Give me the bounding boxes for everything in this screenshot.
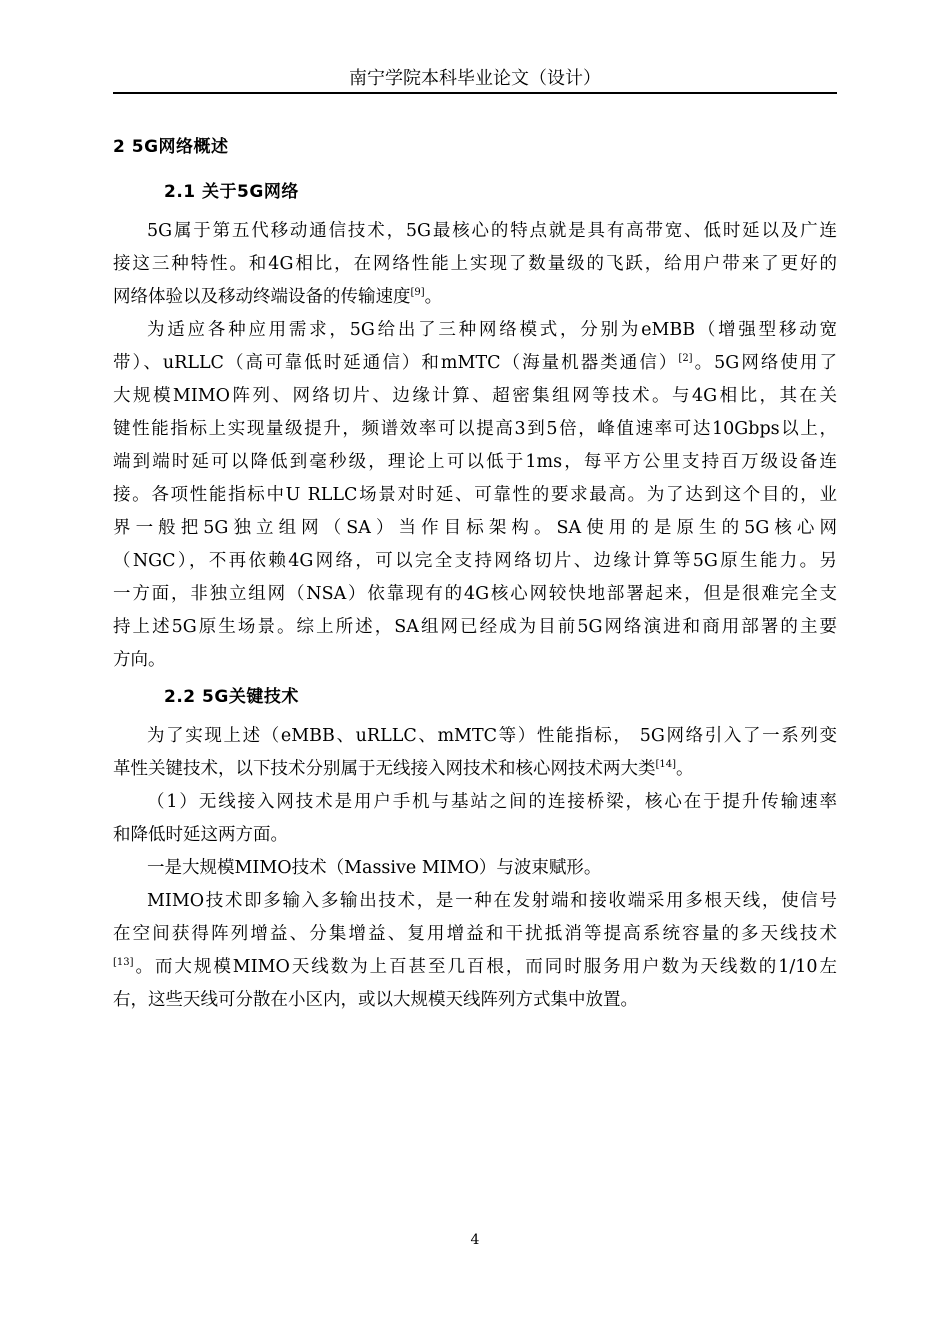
line-text: 。而大规模MIMO天线数为上百甚至几百根，而同时服务用户数为天线数的1/10左 xyxy=(133,957,837,977)
paragraph-line: 界一般把5G独立组网（SA）当作目标架构。SA使用的是原生的5G核心网 xyxy=(113,518,837,538)
paragraph-line: 端到端时延可以降低到毫秒级，理论上可以低于1ms，每平方公里支持百万级设备连 xyxy=(113,452,837,472)
paragraph-line: 接这三种特性。和4G相比，在网络性能上实现了数量级的飞跃，给用户带来了更好的 xyxy=(113,254,837,274)
citation: [13] xyxy=(113,957,134,968)
paragraph-line: （1）无线接入网技术是用户手机与基站之间的连接桥梁，核心在于提升传输速率 xyxy=(147,792,837,812)
citation: [14] xyxy=(655,759,677,770)
paragraph-line: 持上述5G原生场景。综上所述，SA组网已经成为目前5G网络演进和商用部署的主要 xyxy=(113,617,837,637)
paragraph-line: 大规模MIMO阵列、网络切片、边缘计算、超密集组网等技术。与4G相比，其在关 xyxy=(113,386,837,406)
line-text: 带）、uRLLC（高可靠低时延通信）和mMTC（海量机器类通信） xyxy=(113,353,679,373)
paragraph-line xyxy=(113,351,837,375)
page-number: 4 xyxy=(470,1232,480,1248)
paragraph-line xyxy=(113,955,837,979)
paragraph-line: 在空间获得阵列增益、分集增益、复用增益和干扰抵消等提高系统容量的多天线技术 xyxy=(113,924,837,944)
paragraph-line: 5G属于第五代移动通信技术，5G最核心的特点就是具有高带宽、低时延以及广连 xyxy=(147,221,837,241)
paragraph-line xyxy=(113,285,837,309)
paragraph-line: 为了实现上述（eMBB、uRLLC、mMTC等）性能指标， 5G网络引入了一系列变 xyxy=(147,726,837,746)
citation: [2] xyxy=(678,353,693,364)
line-text: 。5G网络使用了 xyxy=(692,353,837,373)
line-text: 网络体验以及移动终端设备的传输速度 xyxy=(113,287,411,307)
paragraph-line: 和降低时延这两方面。 xyxy=(113,825,288,845)
subsection-heading-2-2: 2.2 5G关键技术 xyxy=(164,687,299,707)
paragraph-line: MIMO技术即多输入多输出技术，是一种在发射端和接收端采用多根天线，使信号 xyxy=(147,891,837,911)
citation: [9] xyxy=(410,287,425,298)
line-text: 。 xyxy=(424,287,443,307)
paragraph-line: 右，这些天线可分散在小区内，或以大规模天线阵列方式集中放置。 xyxy=(113,990,638,1010)
paragraph-line: 一是大规模MIMO技术（Massive MIMO）与波束赋形。 xyxy=(147,858,602,878)
subsection-heading-2-1: 2.1 关于5G网络 xyxy=(164,182,299,202)
line-text: 。 xyxy=(676,759,694,779)
running-header: 南宁学院本科毕业论文（设计） xyxy=(349,68,601,89)
line-text: 革性关键技术，以下技术分别属于无线接入网技术和核心网技术两大类 xyxy=(113,759,656,779)
paragraph-line: 一方面，非独立组网（NSA）依靠现有的4G核心网较快地部署起来，但是很难完全支 xyxy=(113,584,837,604)
paragraph-line xyxy=(113,757,837,781)
paragraph-line: （NGC），不再依赖4G网络，可以完全支持网络切片、边缘计算等5G原生能力。另 xyxy=(113,551,837,571)
paragraph-line: 为适应各种应用需求，5G给出了三种网络模式，分别为eMBB（增强型移动宽 xyxy=(147,320,837,340)
section-heading: 2 5G网络概述 xyxy=(113,137,229,157)
header-rule xyxy=(113,92,837,94)
paragraph-line: 方向。 xyxy=(113,650,166,670)
paragraph-line: 键性能指标上实现量级提升，频谱效率可以提高3到5倍，峰值速率可达10Gbps以上， xyxy=(113,419,837,439)
paragraph-line: 接。各项性能指标中U RLLC场景对时延、可靠性的要求最高。为了达到这个目的，业 xyxy=(113,485,837,505)
